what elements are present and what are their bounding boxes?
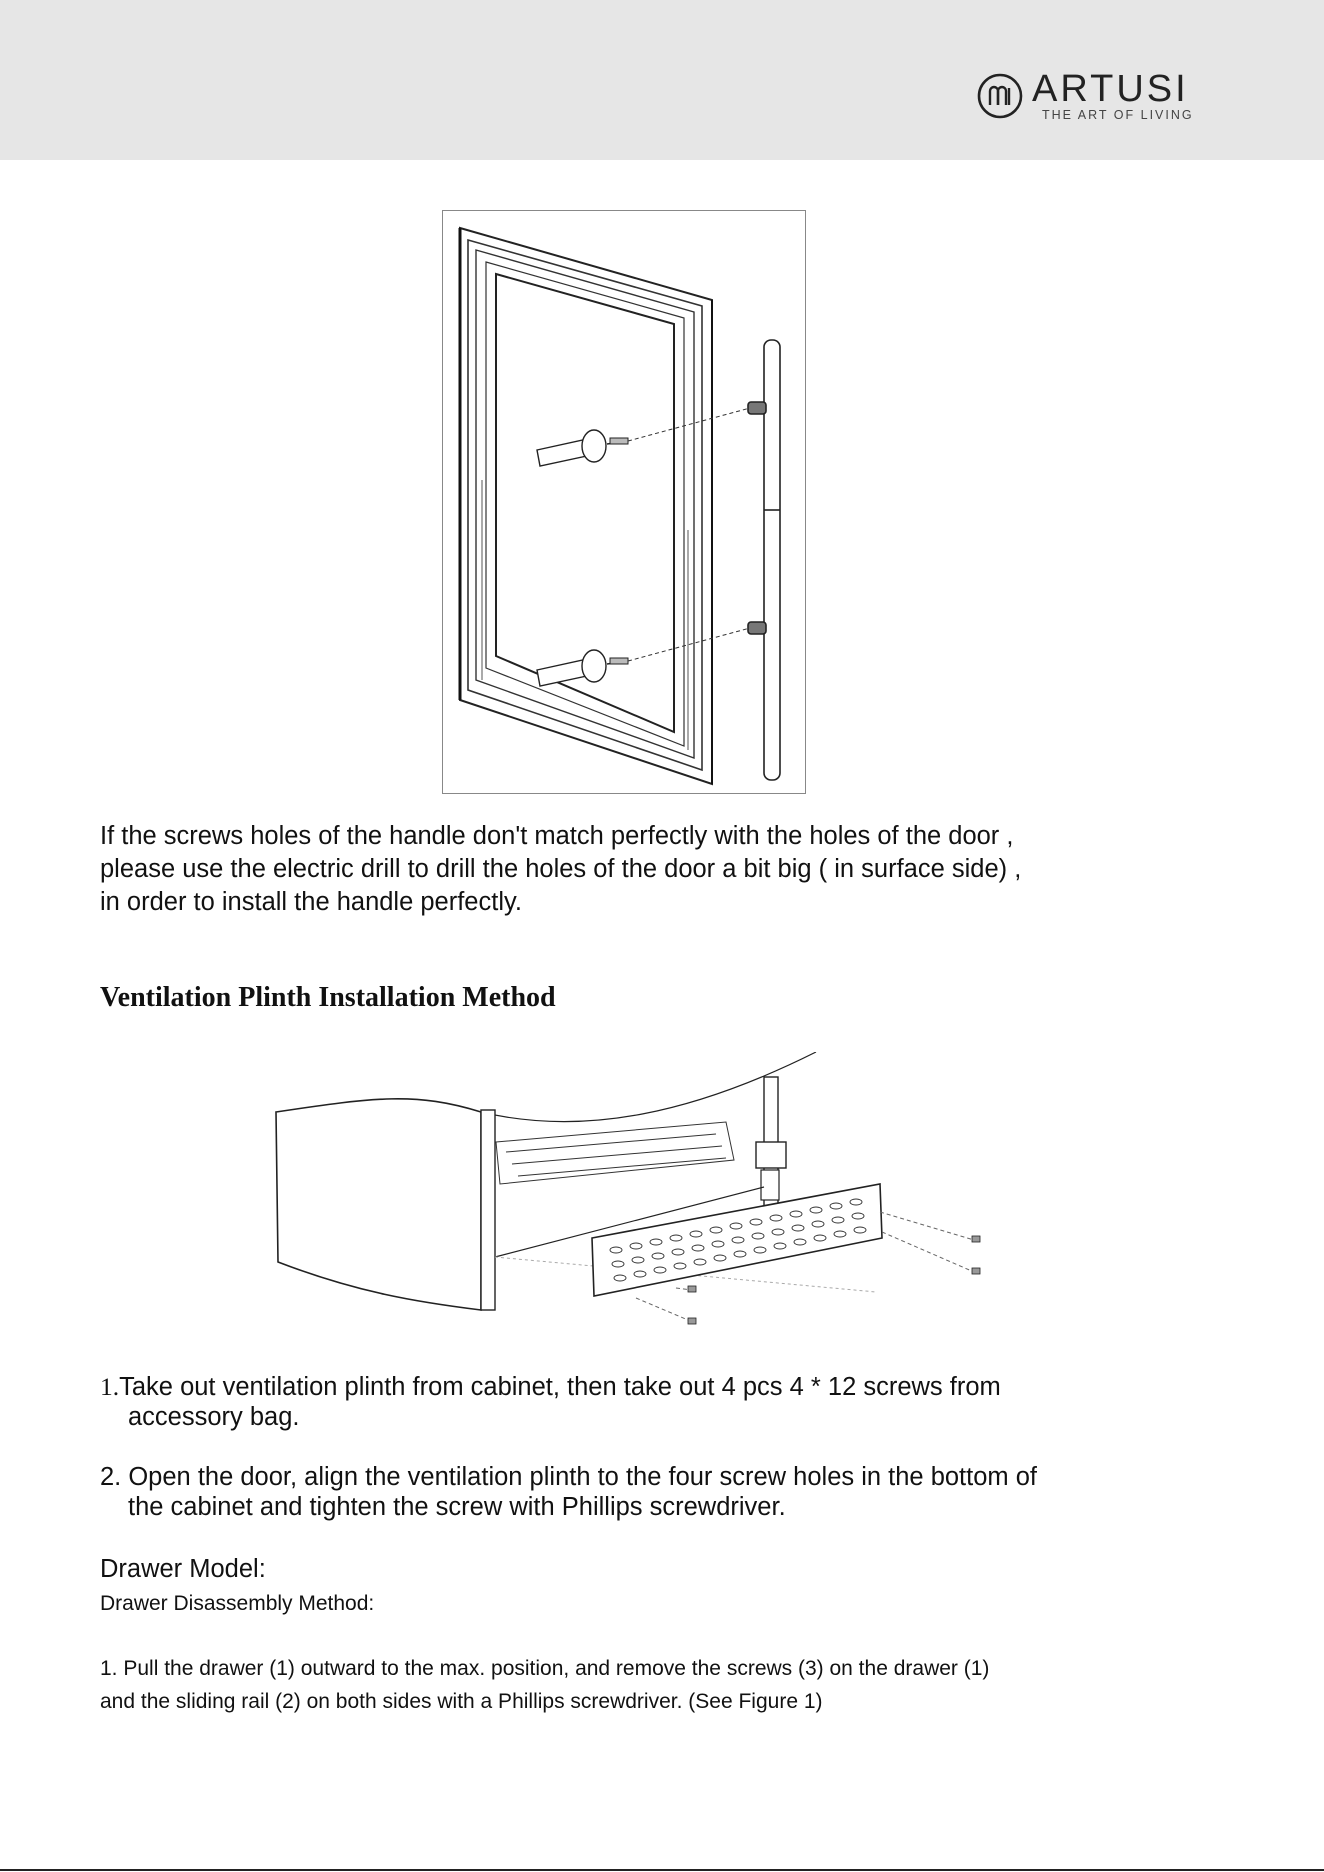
ventilation-plinth-diagram (256, 1052, 996, 1338)
plinth-step-2 (100, 1462, 1037, 1522)
brand-tagline: THE ART OF LIVING (1042, 108, 1194, 122)
drawer-step-line: and the sliding rail (2) on both sides with a Phillips screwdriver. (See Figure 1) (100, 1690, 823, 1713)
brand-logo (976, 70, 1226, 126)
drawer-step-line: 1. Pull the drawer (1) outward to the max. position, and remove the screws (3) on the drawer (1) (100, 1657, 990, 1680)
artusi-logo-icon (976, 72, 1024, 120)
handle-note-line: in order to install the handle perfectly. (100, 888, 522, 916)
step-text-cont: the cabinet and tighten the screw with Phillips screwdriver. (128, 1493, 786, 1521)
handle-note-line: If the screws holes of the handle don't match perfectly with the holes of the door , (100, 822, 1014, 850)
step-text: Take out ventilation plinth from cabinet, then take out 4 pcs 4 * 12 screws from (119, 1373, 1001, 1401)
plinth-section-title: Ventilation Plinth Installation Method (100, 982, 556, 1013)
step-text-cont: accessory bag. (128, 1403, 300, 1431)
door-handle-diagram (442, 210, 806, 794)
drawer-step-1 (100, 1652, 989, 1718)
step-text: 2. Open the door, align the ventilation plinth to the four screw holes in the bottom of (100, 1463, 1038, 1491)
drawer-section-subtitle: Drawer Disassembly Method: (100, 1592, 375, 1615)
footer-rule (0, 1869, 1324, 1871)
drawer-section-title: Drawer Model: (100, 1555, 266, 1583)
plinth-step-1 (100, 1372, 1001, 1432)
header-band (0, 0, 1324, 160)
handle-note-line: please use the electric drill to drill the holes of the door a bit big ( in surface side) , (100, 855, 1022, 883)
step-number: 1. (100, 1372, 120, 1401)
handle-note (100, 820, 1160, 919)
brand-name: ARTUSI (1032, 68, 1189, 110)
